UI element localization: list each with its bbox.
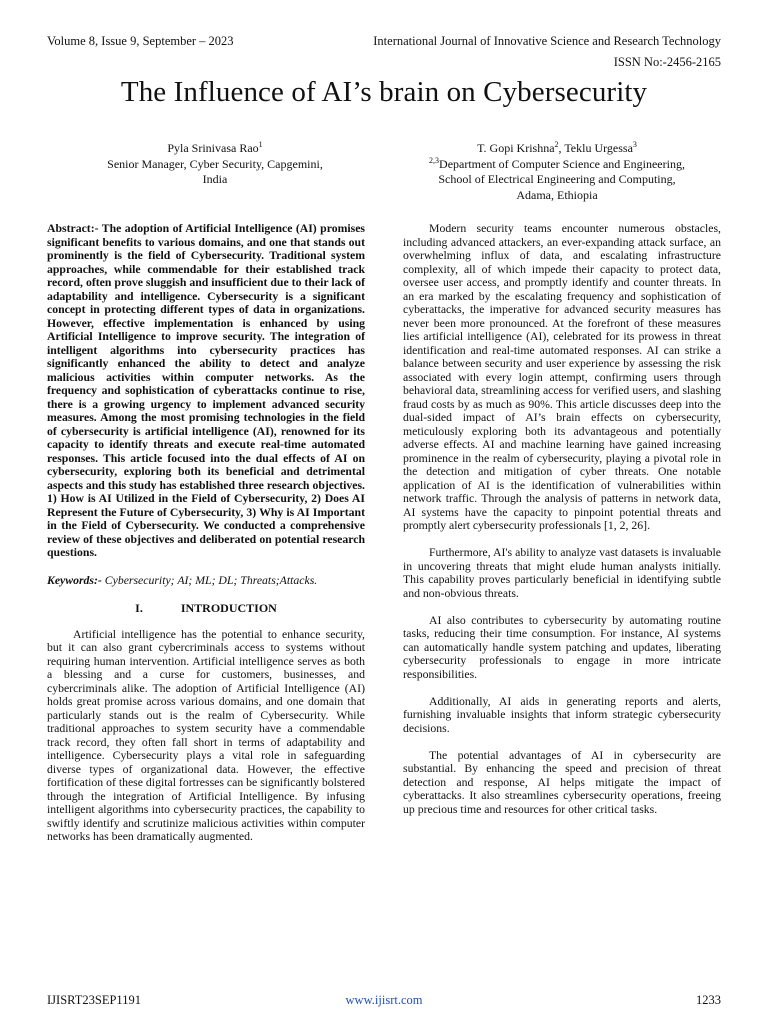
intro-paragraph: Artificial intelligence has the potential to enhance security, but it can also grant cybercriminals access to systems without requiring human intervention. Artificial intelligence serves as both a blessing and a curse for customers, businesses, and cybercriminals alike. The adoption of Artificial Intelligence (AI) holds great promise across various domains, and one domain that particularly stands out is the realm of Cybersecurity. While traditional approaches to system security have a commendable track record, they often fall short in terms of adaptability and intelligence. Cybersecurity plays a vital role in safeguarding diverse types of organizational data. However, the effective fortification of these digital fortresses can be significantly bolstered through the integration of Artificial Intelligence. By infusing intelligent algorithms into cybersecurity practices, the capability to swiftly identify and scrutinize malicious activities within computer networks has been dramatically augmented. bbox=[47, 627, 365, 843]
section-title: INTRODUCTION bbox=[180, 601, 277, 615]
author-name: Pyla Srinivasa Rao bbox=[167, 141, 259, 155]
keywords-label: Keywords:- bbox=[47, 573, 102, 587]
abstract: Abstract:- The adoption of Artificial Intelligence (AI) promises significant benefits to various domains, and one that stands out prominently is the field of Cybersecurity. Traditional system approaches, while commendable for their established track record, often prove sluggish and insufficient due to their lack of adaptability and intelligence. Cybersecurity is a significant concept in protecting different types of data in organizations. However, effective implementation is enhanced by using Artificial Intelligence to improve security. The integration of intelligent algorithms into cybersecurity practices has significantly enhanced the ability to detect and analyze malicious activities within computer networks. As the frequency and sophistication of cyberattacks continue to rise, there is a growing urgency to implement advanced security measures. Among the most promising technologies in the field of cybersecurity is artificial intelligence (AI), renowned for its capacity to identify threats and execute real-time automated responses. This article focused into the dual effects of AI on cybersecurity, exploring both its beneficial and detrimental aspects and this study has established three research objectives. 1) How is AI Utilized in the Field of Cybersecurity, 2) Does AI Represent the Future of Cybersecurity, 3) Why is AI Important in the Field of Cybersecurity. We conducted a comprehensive review of these objectives and deliberated on potential research questions. bbox=[47, 222, 365, 559]
body-paragraph: Modern security teams encounter numerous obstacles, including advanced attackers, an ever-expanding attack surface, an overwhelming influx of data, and escalating infrastructure complexity, all of which impede their capacity to protect data, oversee user access, and promptly identify and counter threats. In an era marked by the escalating frequency and sophistication of cyberattacks, the imperative for advanced security measures has never been more pronounced. At the forefront of these measures lies artificial intelligence (AI), celebrated for its prowess in threat identification and real-time automated responses. AI can strike a balance between security and user experience by assessing the risk associated with every login attempt, confirming users through behavioral data, streamlining access for verified users, and slashing fraud costs by as much as 90%. This article discusses deep into the dual-sided impact of AI’s brain effects on cybersecurity, meticulously exploring both its advantageous and potentially adverse effects. AI and machine learning have gained increasing prominence in the realm of cybersecurity, playing a pivotal role in the detection and mitigation of cyber threats. One notable application of AI is the identification of vulnerabilities within network traffic. Through the analysis of patterns in network data, AI systems have the capacity to pinpoint potential threats and promptly alert cybersecurity professionals [1, 2, 26]. bbox=[403, 222, 721, 532]
author-sup-2: 3 bbox=[632, 140, 637, 149]
author-right-block bbox=[392, 141, 722, 203]
author-country: India bbox=[202, 172, 228, 186]
left-column bbox=[47, 222, 365, 844]
body-paragraph: Additionally, AI aids in generating reports and alerts, furnishing invaluable insights that inform strategic cybersecurity decisions. bbox=[403, 694, 721, 735]
author-affiliation-1 bbox=[392, 157, 722, 173]
keywords bbox=[47, 574, 365, 588]
section-number: I. bbox=[135, 601, 143, 615]
author-name-1: T. Gopi Krishna bbox=[477, 141, 555, 155]
author-sup-1: 2 bbox=[554, 140, 559, 149]
author-affiliation-2: School of Electrical Engineering and Computing, bbox=[438, 172, 676, 186]
paper-title: The Influence of AI’s brain on Cybersecurity bbox=[120, 76, 648, 108]
affiliation-dept: Department of Computer Science and Engineering, bbox=[439, 156, 685, 171]
page-number: 1233 bbox=[696, 993, 721, 1007]
website-link[interactable]: www.ijisrt.com bbox=[345, 993, 423, 1007]
keywords-text: Cybersecurity; AI; ML; DL; Threats;Attacks. bbox=[101, 573, 318, 587]
paper-id: IJISRT23SEP1191 bbox=[47, 993, 141, 1007]
author-affiliation: Senior Manager, Cyber Security, Capgemini, bbox=[107, 156, 323, 171]
body-paragraph: Furthermore, AI's ability to analyze vast datasets is invaluable in uncovering threats that might elude human analysts initially. This capability proves particularly beneficial in identifying subtle and non-obvious threats. bbox=[403, 546, 721, 600]
author-names-line bbox=[392, 141, 722, 157]
author-affiliation-3: Adama, Ethiopia bbox=[516, 187, 598, 202]
affiliation-sup: 2,3 bbox=[429, 155, 440, 165]
volume-issue: Volume 8, Issue 9, September – 2023 bbox=[47, 34, 234, 48]
author-left-block bbox=[50, 141, 380, 188]
author-name-2: , Teklu Urgessa bbox=[558, 141, 633, 155]
issn: ISSN No:-2456-2165 bbox=[613, 55, 721, 69]
author-sup: 1 bbox=[258, 140, 263, 149]
journal-name: International Journal of Innovative Science and Research Technology bbox=[373, 34, 721, 48]
right-column bbox=[403, 222, 721, 830]
section-heading bbox=[47, 602, 365, 616]
body-paragraph: AI also contributes to cybersecurity by automating routine tasks, reducing their time consumption. For instance, AI systems can automatically handle system patching and updates, liberating cybersecurity professionals to engage in more intricate responsibilities. bbox=[403, 613, 721, 681]
author-name-line bbox=[50, 141, 380, 157]
body-paragraph: The potential advantages of AI in cybersecurity are substantial. By enhancing the speed and precision of threat detection and response, AI helps mitigate the impact of cyberattacks. It also streamlines cybersecurity operations, freeing up precious time and resources for other critical tasks. bbox=[403, 748, 721, 816]
